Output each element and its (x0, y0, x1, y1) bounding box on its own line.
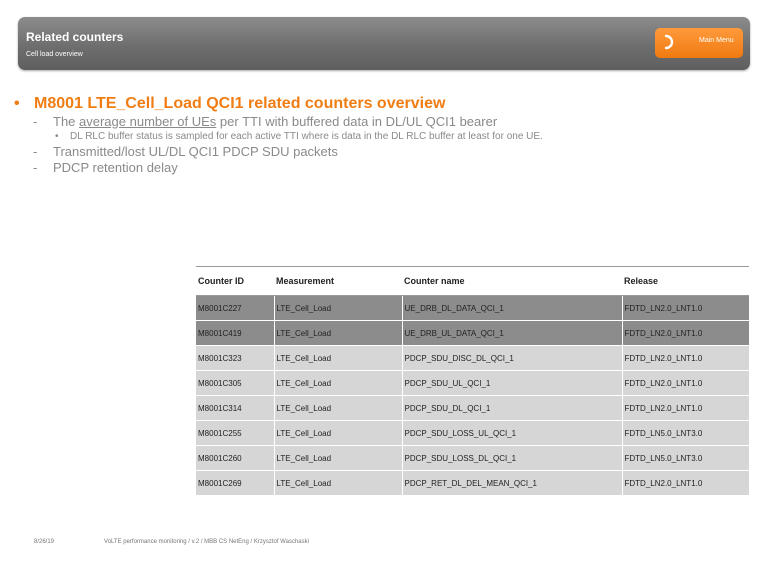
table-header-row (196, 267, 749, 296)
table-cell: M8001C419 (196, 321, 274, 346)
table-cell: PDCP_SDU_LOSS_DL_QCI_1 (402, 446, 622, 471)
item-text: Transmitted/lost UL/DL QCI1 PDCP SDU packets (53, 144, 338, 159)
counter-table (196, 266, 749, 495)
table-cell: LTE_Cell_Load (274, 396, 402, 421)
table-cell: M8001C305 (196, 371, 274, 396)
table-row (196, 346, 749, 371)
page-subtitle: Cell load overview (26, 51, 83, 58)
table-row (196, 371, 749, 396)
table-cell: M8001C314 (196, 396, 274, 421)
dash-icon: - (33, 114, 38, 129)
sub-item-text: DL RLC buffer status is sampled for each active TTI where is data in the DL RLC buffer at least for one UE. (70, 131, 543, 142)
table-cell: PDCP_SDU_DL_QCI_1 (402, 396, 622, 421)
table-cell: LTE_Cell_Load (274, 346, 402, 371)
table-cell: M8001C260 (196, 446, 274, 471)
table-row (196, 471, 749, 496)
table-cell: FDTD_LN2.0_LNT1.0 (622, 371, 749, 396)
table-cell: UE_DRB_UL_DATA_QCI_1 (402, 321, 622, 346)
underlined-term: average number of UEs (79, 114, 217, 129)
table-cell: PDCP_SDU_UL_QCI_1 (402, 371, 622, 396)
sub-list-item (14, 130, 754, 144)
table-cell: LTE_Cell_Load (274, 471, 402, 496)
arrow-return-icon (661, 34, 677, 50)
item-text: PDCP retention delay (53, 160, 178, 175)
table-cell: LTE_Cell_Load (274, 421, 402, 446)
table-row (196, 321, 749, 346)
table-cell: M8001C227 (196, 296, 274, 321)
header-bar (18, 17, 750, 70)
table-cell: M8001C323 (196, 346, 274, 371)
table-cell: LTE_Cell_Load (274, 296, 402, 321)
list-item (14, 160, 754, 176)
table-cell: LTE_Cell_Load (274, 321, 402, 346)
dash-icon: - (33, 160, 38, 175)
list-item (14, 144, 754, 160)
column-header: Release (622, 267, 749, 296)
bullet-icon: • (55, 131, 59, 142)
table-cell: UE_DRB_DL_DATA_QCI_1 (402, 296, 622, 321)
table-row (196, 421, 749, 446)
table-cell: FDTD_LN2.0_LNT1.0 (622, 296, 749, 321)
table-cell: FDTD_LN5.0_LNT3.0 (622, 446, 749, 471)
item-text: per TTI with buffered data in DL/UL QCI1 bearer (216, 114, 498, 129)
list-item (14, 114, 754, 130)
column-header: Measurement (274, 267, 402, 296)
table-cell: M8001C255 (196, 421, 274, 446)
table-row (196, 296, 749, 321)
main-menu-label: Main Menu (699, 37, 734, 44)
table-cell: LTE_Cell_Load (274, 371, 402, 396)
column-header: Counter name (402, 267, 622, 296)
table-cell: PDCP_SDU_LOSS_UL_QCI_1 (402, 421, 622, 446)
table-row (196, 446, 749, 471)
table-cell: LTE_Cell_Load (274, 446, 402, 471)
table-cell: FDTD_LN2.0_LNT1.0 (622, 346, 749, 371)
heading-text: M8001 LTE_Cell_Load QCI1 related counters overview (34, 95, 446, 112)
section-heading (14, 94, 754, 114)
table-cell: FDTD_LN5.0_LNT3.0 (622, 421, 749, 446)
table-row (196, 396, 749, 421)
bullet-content (14, 94, 754, 176)
footer-text: VoLTE performance monitoring / v.2 / MBB CS NetEng / Krzysztof Waschaski (104, 539, 309, 545)
table-cell: M8001C269 (196, 471, 274, 496)
main-menu-button[interactable] (655, 28, 743, 58)
page-title: Related counters (26, 30, 124, 44)
table-cell: FDTD_LN2.0_LNT1.0 (622, 471, 749, 496)
bullet-icon: • (14, 95, 20, 112)
footer-date: 8/26/19 (34, 539, 55, 545)
table-cell: PDCP_SDU_DISC_DL_QCI_1 (402, 346, 622, 371)
dash-icon: - (33, 144, 38, 159)
table-cell: FDTD_LN2.0_LNT1.0 (622, 396, 749, 421)
column-header: Counter ID (196, 267, 274, 296)
item-text: The (53, 114, 80, 129)
table-cell: FDTD_LN2.0_LNT1.0 (622, 321, 749, 346)
table-cell: PDCP_RET_DL_DEL_MEAN_QCI_1 (402, 471, 622, 496)
